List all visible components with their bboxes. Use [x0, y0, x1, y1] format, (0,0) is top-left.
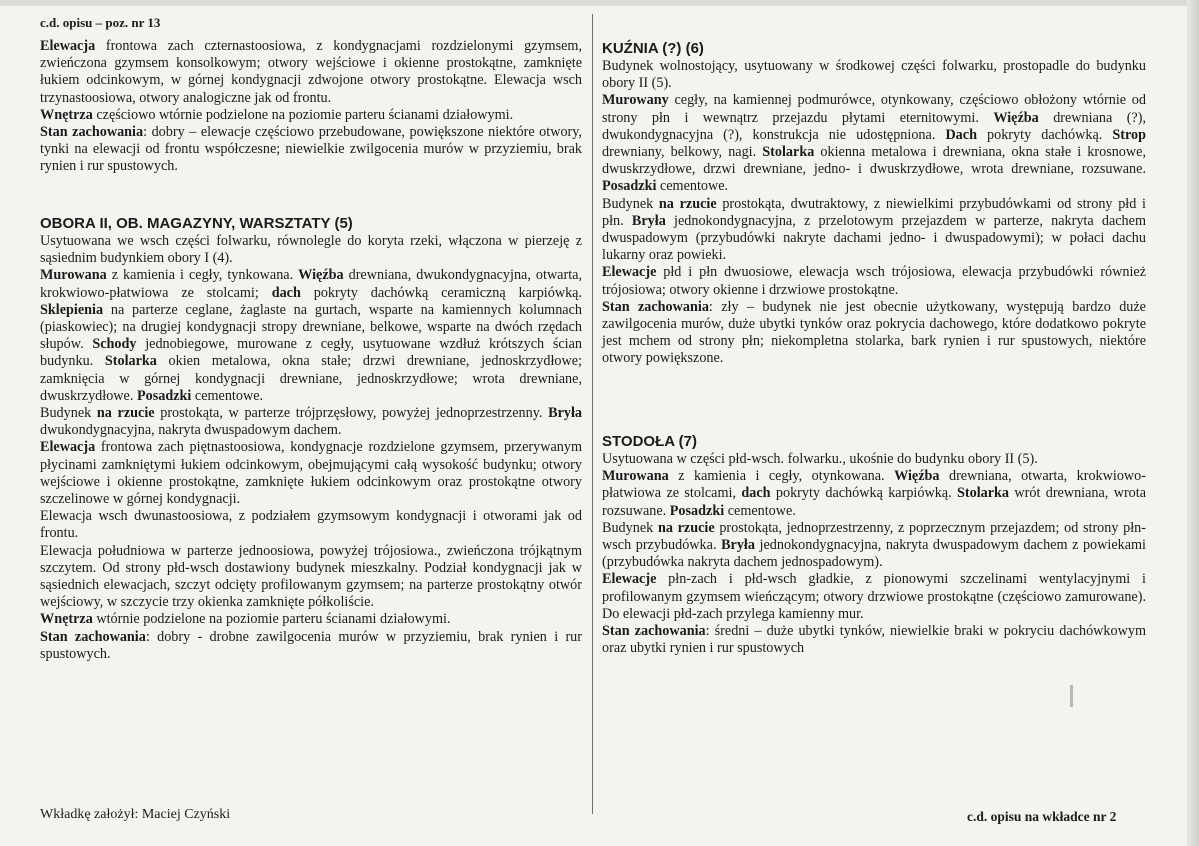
- paragraph: [602, 468, 1146, 520]
- bold-term: Elewacja: [40, 439, 96, 456]
- bold-term: Bryła: [721, 537, 755, 554]
- paragraph: [40, 233, 582, 267]
- text-run: : zły – budynek nie jest obecnie użytkowany, występują bardzo duże zawilgocenia murów, duże ubytki tynków oraz pokrycia dachowego, które dodatkowo pokryte jest mchem od strony płn; niekompletna stolarka, bark rynien i rur spustowych, niektóre otwory powiększone.: [602, 298, 1146, 367]
- paragraph: [602, 196, 1146, 265]
- paragraph: [40, 611, 582, 628]
- text-run: wrót drewniana, wrota rozsuwane.: [602, 485, 1147, 519]
- author-note: Wkładkę założył: Maciej Czyński: [40, 807, 231, 822]
- bold-term: Więźba: [894, 468, 940, 485]
- bold-term: Dach: [945, 126, 977, 143]
- text-run: drewniana, dwukondygnacyjna, otwarta, krokwiowo-płatwiowa ze stolcami;: [40, 267, 582, 301]
- bold-term: Posadzki: [602, 178, 657, 195]
- text-run: cementowe.: [191, 387, 264, 404]
- scan-mark: [1070, 685, 1073, 707]
- bold-term: Elewacje: [602, 571, 657, 588]
- bold-term: Schody: [92, 336, 137, 353]
- text-run: dwukondygnacyjna, nakryta dwuspadowym dachem.: [40, 422, 342, 439]
- text-run: z kamienia i cegły, tynkowana.: [106, 267, 299, 284]
- text-run: częściowo wtórnie podzielone na poziomie parteru ścianami działowymi.: [92, 106, 514, 123]
- text-run: pokryty dachówką karpiówką.: [770, 485, 957, 502]
- bold-term: Elewacja: [40, 38, 96, 54]
- bold-term: Posadzki: [669, 502, 725, 519]
- bold-term: Murowana: [602, 468, 669, 485]
- bold-term: Stan zachowania: [602, 298, 709, 315]
- paragraph: [40, 629, 582, 663]
- text-run: Budynek wolnostojący, usytuowany w środkowej części folwarku, prostopadle do budynku obory II (5).: [602, 58, 1146, 92]
- stodola-section: [602, 433, 1146, 657]
- intro-block: [40, 38, 582, 176]
- stodola-body: [602, 451, 1146, 657]
- text-run: Usytuowana we wsch części folwarku, równolegle do koryta rzeki, włączona w pierzeję z sąsiednim budynkiem obory I (4).: [40, 233, 582, 267]
- paragraph: [40, 267, 582, 405]
- text-run: płd i płn dwuosiowe, elewacja wsch trójosiowa, elewacja przybudówki również trójosiowa; otwory okienne i drzwiowe prostokątne.: [602, 264, 1146, 298]
- column-divider: [592, 14, 593, 814]
- bold-term: Stan zachowania: [40, 628, 146, 645]
- bold-term: Stan zachowania: [602, 623, 706, 640]
- text-run: cementowe.: [724, 502, 796, 519]
- obora-body: [40, 233, 582, 663]
- text-run: Budynek: [602, 195, 659, 212]
- text-run: Usytuowana w części płd-wsch. folwarku., ukośnie do budynku obory II (5).: [602, 451, 1038, 467]
- paragraph: [40, 38, 582, 107]
- bold-term: Stolarka: [957, 485, 1010, 502]
- text-run: jednokondygnacyjna, nakryta dwuspadowym dachem z powiekami (przybudówka nakryta dachem jednospadowym).: [602, 537, 1146, 571]
- text-run: prostokąta, dwutraktowy, z niewielkimi przybudówkami od strony płd i płn.: [602, 195, 1146, 229]
- kuznia-section: [602, 40, 1146, 368]
- continuation-header: c.d. opisu – poz. nr 13: [40, 15, 161, 30]
- obora-section: [40, 215, 582, 663]
- text-run: okien metalowa, okna stałe; drzwi drewniane, jednoskrzydłowe; zamknięcia w górnej kondygnacji drewniane, jednoskrzydłowe; wrota drewniane, dwuskrzydłowe.: [40, 353, 582, 404]
- bold-term: Sklepienia: [40, 301, 104, 318]
- bold-term: Stan zachowania: [40, 124, 144, 141]
- paragraph: [602, 92, 1146, 195]
- paragraph: [602, 571, 1146, 623]
- text-run: prostokąta, w parterze trójprzęsłowy, powyżej jednoprzestrzenny.: [154, 405, 549, 422]
- bold-term: Stolarka: [104, 353, 157, 370]
- paragraph: [40, 107, 582, 124]
- paragraph: [40, 508, 582, 542]
- bold-term: dach: [741, 485, 771, 502]
- text-run: drewniana, otwarta, krokwiowo-płatwiowa ze stolcami,: [602, 468, 1146, 502]
- text-run: wtórnie podzielone na poziomie parteru ścianami działowymi.: [92, 611, 451, 628]
- bold-term: Bryła: [548, 405, 582, 422]
- text-run: : dobry – elewacje częściowo przebudowane, powiększone niektóre otwory, tynki na elewacji od frontu współczesne; niewielkie zwilgocenia murów w przyziemiu, brak rynien i rur spustowych.: [40, 124, 582, 175]
- paragraph: [602, 623, 1146, 657]
- text-run: okienna metalowa i drewniana, okna stałe i krosnowe, dwuskrzydłowe, drzwi drewniane, jedno- i dwuskrzydłowe, wrota drewniane, rozsuwane.: [602, 144, 1146, 178]
- paragraph: [40, 405, 582, 439]
- text-run: : średni – duże ubytki tynków, niewielkie braki w pokryciu dachówkowym oraz ubytki rynien i rur spustowych: [602, 623, 1146, 657]
- paragraph: [602, 58, 1146, 92]
- bold-term: Więźba: [993, 109, 1039, 126]
- text-run: Budynek: [602, 519, 658, 536]
- text-run: cementowe.: [656, 178, 729, 195]
- bold-term: na rzucie: [657, 519, 715, 536]
- bold-term: Strop: [1112, 126, 1146, 143]
- paragraph: [602, 520, 1146, 572]
- bold-term: Bryła: [631, 212, 666, 229]
- text-run: płn-zach i płd-wsch gładkie, z pionowymi szczelinami wentylacyjnymi i profilowanym gzymsem wieńczącym; otwory drzwiowe prostokątne (częściowo zamurowane). Do elewacji płd-zach przylega kamienny mur.: [602, 571, 1146, 622]
- bold-term: Murowany: [602, 92, 669, 109]
- bold-term: Wnętrza: [40, 106, 93, 123]
- text-run: Elewacja wsch dwunastoosiowa, z podziałem gzymsowym kondygnacji i otworami jak od frontu.: [40, 508, 582, 542]
- paragraph: [40, 439, 582, 508]
- bold-term: Stolarka: [762, 144, 815, 161]
- continued-note: c.d. opisu na wkładce nr 2: [967, 809, 1117, 824]
- scan-edge-top: [0, 0, 1199, 6]
- bold-term: Więźba: [298, 267, 344, 284]
- text-run: Elewacja południowa w parterze jednoosiowa, powyżej trójosiowa., zwieńczona trójkątnym szczytem. Od strony płd-wsch dostawiony budynek mieszkalny. Podział kondygnacji jak w sąsiednich elewacjach, szczyt odcięty profilowanym gzymsem; na parterze prostokątny otwór wejściowy, w szczycie trzy okienka zamknięte półkoliście.: [40, 542, 582, 611]
- scan-edge-right: [1187, 0, 1199, 846]
- bold-term: Murowana: [40, 267, 107, 284]
- text-run: prostokąta, jednoprzestrzenny, z poprzecznym przejazdem; od strony płn-wsch przybudówka.: [602, 519, 1146, 554]
- text-run: frontowa zach piętnastoosiowa, kondygnacje rozdzielone gzymsem, przerywanym płycinami zamkniętymi łukiem odcinkowym, obejmującymi całą wysokość budynku; otwory wejściowe i okienne prostokątne, zamknięte łukiem odcinkowym oraz prostokątne otwory szczelinowe w górnej kondygnacji.: [40, 439, 582, 508]
- text-run: jednobiegowe, murowane z cegły, usytuowane wzdłuż krótszych ścian budynku.: [40, 336, 582, 370]
- text-run: drewniana (?), dwukondygnacyjna (?), konstrukcja nie udostępniona.: [602, 109, 1146, 143]
- paragraph: [602, 264, 1146, 298]
- section-title-obora: OBORA II, OB. MAGAZYNY, WARSZTATY (5): [40, 215, 353, 232]
- text-run: pokryty dachówką.: [976, 126, 1113, 143]
- text-run: : dobry - drobne zawilgocenia murów w przyziemiu, brak rynien i rur spustowych.: [40, 628, 582, 662]
- paragraph: [40, 124, 582, 176]
- kuznia-body: [602, 58, 1146, 368]
- text-run: z kamienia i cegły, otynkowana.: [668, 468, 895, 485]
- text-run: jednokondygnacyjna, z przelotowym przejazdem w parterze, nakryta dachem dwuspadowym (przybudówki nakryte dachami jedno- i dwuspadowymi); w połaci dachu lukarny oraz powieki.: [602, 212, 1146, 264]
- bold-term: dach: [271, 284, 301, 301]
- text-run: pokryty dachówką ceramiczną karpiówką.: [300, 284, 583, 301]
- bold-term: Posadzki: [136, 387, 192, 404]
- paragraph: [40, 543, 582, 612]
- text-run: drewniany, belkowy, nagi.: [602, 144, 763, 161]
- bold-term: na rzucie: [96, 405, 155, 422]
- paragraph: [602, 299, 1146, 368]
- section-title-stodola: STODOŁA (7): [602, 433, 698, 450]
- paragraph: [602, 451, 1146, 468]
- text-run: frontowa zach czternastoosiowa, z kondygnacjami rozdzielonymi gzymsem, zwieńczona gzymsem konsolkowym; otwory wejściowe i okienne prostokątne, zamknięte łukiem odcinkowym, w górnej kondygnacji zdwojone otwory prostokątne. Elewacja wsch trzynastoosiowa, otwory analogiczne jak od frontu.: [40, 38, 582, 106]
- bold-term: Wnętrza: [40, 611, 93, 628]
- text-run: Budynek: [40, 405, 97, 422]
- section-title-kuznia: KUŹNIA (?) (6): [602, 40, 704, 57]
- text-run: na parterze ceglane, żaglaste na gurtach, wsparte na kamiennych kolumnach (piaskowiec); na drugiej kondygnacji stropy drewniane, belkowe, wsparte na dwóch rzędach słupów.: [40, 301, 582, 353]
- text-run: cegły, na kamiennej podmurówce, otynkowany, częściowo obłożony wtórnie od strony płn i wewnątrz przejazdu płytami eternitowymi.: [602, 92, 1146, 126]
- bold-term: Elewacje: [602, 264, 657, 281]
- bold-term: na rzucie: [658, 195, 717, 212]
